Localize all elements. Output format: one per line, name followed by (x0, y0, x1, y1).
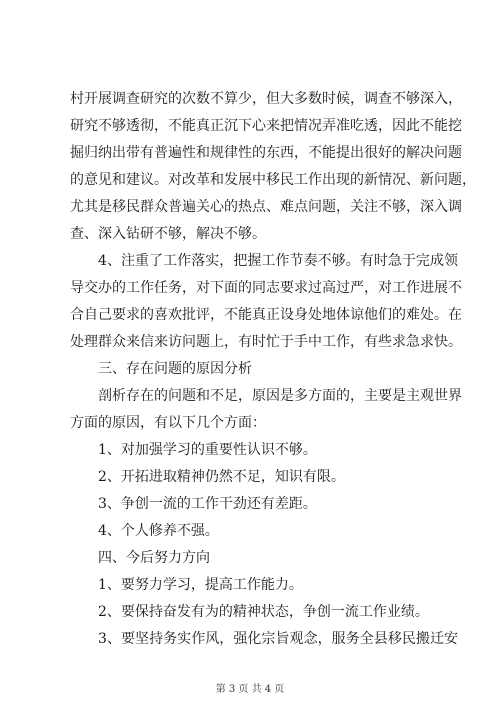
list-item: 3、争创一流的工作干劲还有差距。 (98, 496, 317, 512)
body-line: 方面的原因，有以下几个方面： (70, 415, 266, 431)
list-item: 2、要保持奋发有为的精神状态，争创一流工作业绩。 (98, 604, 429, 620)
section-heading: 四、今后努力方向 (98, 550, 210, 566)
body-line: 研究不够透彻，不能真正沉下心来把情况弄准吃透，因此不能挖 (70, 118, 462, 134)
list-item: 3、要坚持务实作风，强化宗旨观念，服务全县移民搬迁安 (98, 631, 458, 647)
list-item: 1、要努力学习，提高工作能力。 (98, 577, 303, 593)
body-line: 处理群众来信来访问题上，有时忙于手中工作，有些求急求快。 (70, 334, 462, 350)
list-item: 1、对加强学习的重要性认识不够。 (98, 442, 317, 458)
list-item: 4、个人修养不强。 (98, 523, 219, 539)
body-line: 尤其是移民群众普遍关心的热点、难点问题，关注不够，深入调 (70, 199, 462, 215)
page-number-footer: 第 3 页 共 4 页 (215, 684, 285, 695)
body-line: 查、深入钻研不够，解决不够。 (70, 226, 266, 242)
body-line: 掘归纳出带有普遍性和规律性的东西，不能提出很好的解决问题 (70, 145, 462, 161)
section-heading: 三、存在问题的原因分析 (98, 361, 252, 377)
paragraph-start-line: 剖析存在的问题和不足，原因是多方面的，主要是主观世界 (98, 388, 462, 404)
list-item: 2、开拓进取精神仍然不足，知识有限。 (98, 469, 345, 485)
document-body (70, 86, 476, 653)
body-line: 导交办的工作任务，对下面的同志要求过高过严，对工作进展不 (70, 280, 462, 296)
paragraph-start-line: 4、注重了工作落实，把握工作节奏不够。有时急于完成领 (98, 253, 458, 269)
body-line: 村开展调查研究的次数不算少，但大多数时候，调查不够深入， (70, 91, 462, 107)
body-line: 合自己要求的喜欢批评，不能真正设身处地体谅他们的难处。在 (70, 307, 462, 323)
body-line: 的意见和建议。对改革和发展中移民工作出现的新情况、新问题， (70, 172, 476, 188)
